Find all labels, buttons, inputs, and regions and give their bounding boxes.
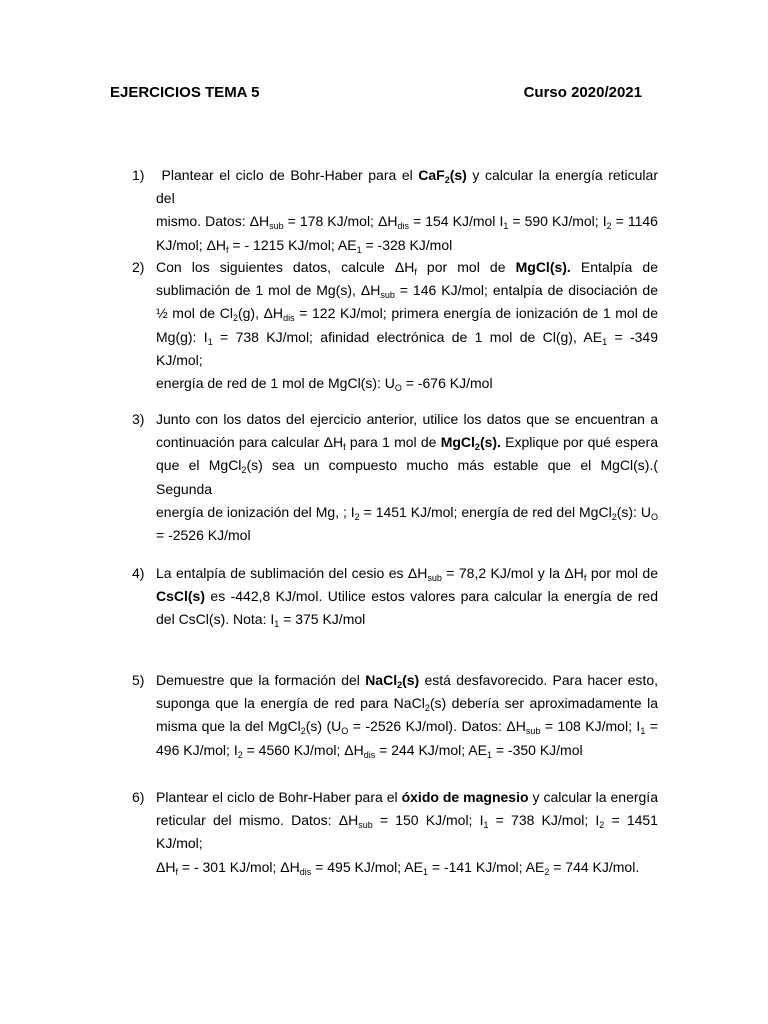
exercise-number: 6) [132, 789, 145, 805]
text-line: continuación para calcular $\Delta H_f$ para 1 mol de MgCl$_2$(s). Explique por qué espera [156, 434, 658, 453]
course-year: Curso 2020/2021 [523, 84, 642, 101]
text-line: misma que la del MgCl$_2$(s) ($U_O = -2526$ KJ/mol). Datos: $\Delta H_{sub} = 108$ KJ/mol; $I_1$ = [156, 718, 658, 737]
exercise-number: 5) [132, 672, 145, 688]
text-line: $\Delta H_f$ = - 301 KJ/mol; $\Delta H_{dis} = 495$ KJ/mol; $AE_1 = -141$ KJ/mol; $AE_2 = 744$ KJ/mol. [156, 858, 640, 877]
text-line: Junto con los datos del ejercicio anterior, utilice los datos que se encuentran a [156, 411, 658, 427]
exercise-text [156, 786, 658, 879]
exercise-text [156, 562, 658, 632]
text-line: ½ mol de $Cl_2(g)$, $\Delta H_{dis} = 122$ KJ/mol; primera energía de ionización de 1 mol de [156, 305, 659, 324]
text-line: La entalpía de sublimación del cesio es $\Delta H_{sub} = 78,2$ KJ/mol y la $\Delta H_f$ por mol de [156, 565, 658, 583]
text-line: suponga que la energía de red para NaCl$_2$(s) debería ser aproximadamente la [156, 695, 658, 714]
text-line: CsCl(s) es -442,8 KJ/mol. Utilice estos valores para calcular la energía de red [156, 588, 658, 605]
text-line: Plantear el ciclo de Bohr-Haber para el óxido de magnesio y calcular la energía [156, 789, 658, 805]
exercise-number: 3) [132, 411, 145, 427]
text-line: = -2526 KJ/mol [156, 527, 251, 544]
text-line: 496 KJ/mol; $I_2 = 4560$ KJ/mol; $\Delta H_{dis} = 244$ KJ/mol; $AE_1 = -350$ KJ/mol [156, 741, 583, 760]
exercise-text [156, 164, 658, 257]
text-line: KJ/mol; $\Delta H_f$ = - 1215 KJ/mol; $AE_1 = -328$ KJ/mol [156, 236, 453, 255]
text-line: Con los siguientes datos, calcule $\Delta H_f$ por mol de MgCl(s). Entalpía de [156, 259, 658, 277]
text-line: sublimación de 1 mol de Mg(s), $\Delta H_{sub} = 146$ KJ/mol; entalpía de disociación de [156, 282, 658, 301]
text-line: Plantear el ciclo de Bohr-Haber para el CaF$_2$(s) y calcular la energía reticular del [156, 167, 658, 207]
document-title: EJERCICIOS TEMA 5 [110, 84, 260, 101]
exercise-number: 2) [132, 259, 145, 275]
exercise-text [156, 408, 658, 547]
text-line: del CsCl(s). Nota: $I_1 = 375$ KJ/mol [156, 611, 366, 630]
text-line: reticular del mismo. Datos: $\Delta H_{sub} = 150$ KJ/mol; $I_1 = 738$ KJ/mol; $I_2 = 1451$ KJ/mol; [156, 812, 658, 852]
text-line: que el MgCl$_2$(s) sea un compuesto mucho más estable que el MgCl(s).( Segunda [156, 457, 659, 497]
text-line: energía de ionización del Mg, ; $I_2 = 1451$ KJ/mol; energía de red del MgCl$_2$(s): $U_O$ [156, 503, 658, 522]
text-line: Demuestre que la formación del NaCl$_2$(s) está desfavorecido. Para hacer esto, [156, 672, 658, 690]
exercise-number: 4) [132, 565, 145, 581]
page-header [110, 84, 642, 106]
text-line: Mg(g): $I_1 = 738$ KJ/mol; afinidad electrónica de 1 mol de Cl(g), $AE_1 = -349$ KJ/mol; [156, 328, 658, 368]
text-line: mismo. Datos: $\Delta H_{sub} = 178$ KJ/mol; $\Delta H_{dis} = 154$ KJ/mol $I_1 = 590$ KJ/mol; $I_2 = 1146$ [156, 213, 658, 232]
exercise-number: 1) [132, 167, 145, 183]
text-line: energía de red de 1 mol de MgCl(s): $U_O = -676$ KJ/mol [156, 375, 493, 394]
exercise-text [156, 256, 658, 395]
exercise-text [156, 669, 658, 762]
